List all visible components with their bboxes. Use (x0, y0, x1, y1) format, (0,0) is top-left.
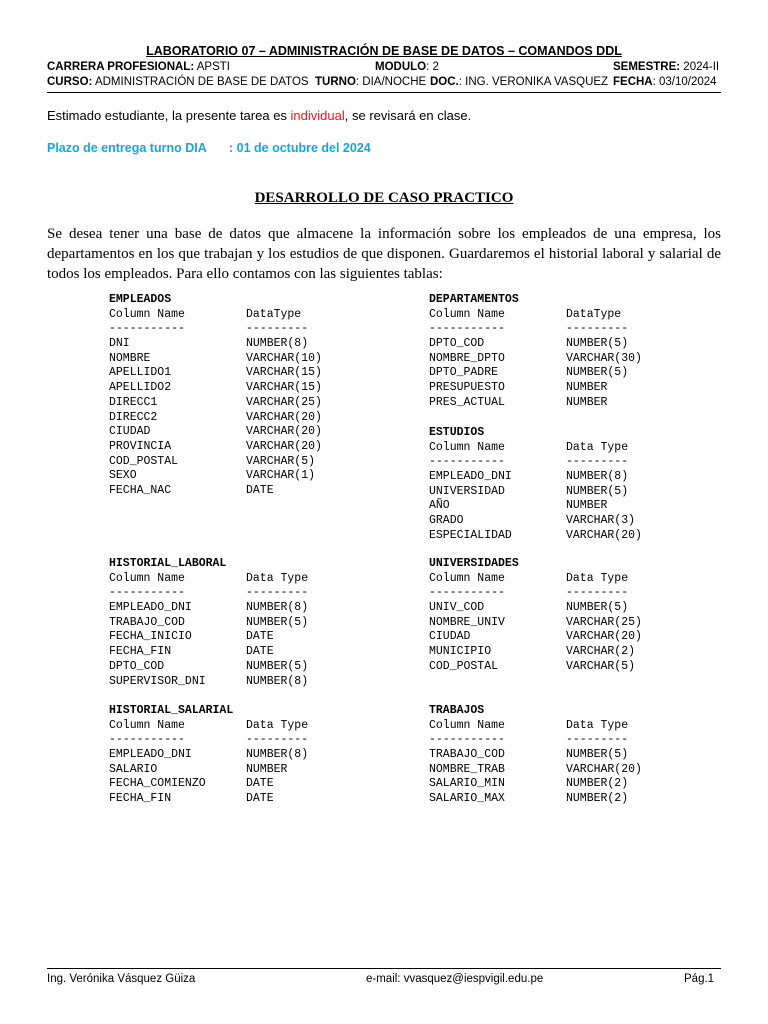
table-universidades (429, 557, 642, 675)
table-name: UNIVERSIDADES (429, 557, 519, 570)
table-row (429, 762, 642, 778)
table-row (109, 351, 322, 367)
doc-field (430, 76, 608, 88)
column-name-cell: GRADO (429, 514, 464, 528)
column-name-cell: DIRECC2 (109, 410, 158, 424)
curso-value: ADMINISTRACIÓN DE BASE DE DATOS (94, 76, 309, 88)
deadline-value: : 01 de octubre del 2024 (229, 141, 371, 155)
data-type-cell: NUMBER(8) (246, 674, 309, 688)
curso-label: CURSO: (47, 76, 93, 88)
table-row (109, 762, 288, 778)
table-row (429, 659, 636, 675)
column-name-cell: UNIVERSIDAD (429, 484, 505, 498)
intro-before: Estimado estudiante, la presente tarea es (47, 108, 291, 123)
deadline-label: Plazo de entrega turno DIA (47, 141, 207, 155)
data-type-cell: VARCHAR(5) (566, 659, 636, 673)
intro-text (47, 108, 471, 123)
data-type-header: Data Type (566, 440, 629, 454)
type-separator: --------- (246, 733, 309, 747)
table-separator-row (429, 322, 629, 337)
column-name-cell: SALARIO_MAX (429, 792, 505, 806)
column-name-cell: UNIV_COD (429, 601, 485, 615)
table-row (429, 528, 642, 544)
fecha-label: FECHA (613, 76, 653, 88)
column-name-cell: MUNICIPIO (429, 645, 492, 659)
table-row (429, 366, 629, 381)
data-type-cell: VARCHAR(20) (566, 528, 642, 542)
data-type-cell: NUMBER(5) (246, 615, 309, 629)
data-type-cell: DATE (246, 483, 274, 497)
data-type-cell: NUMBER(8) (246, 337, 309, 351)
fecha-field (613, 76, 717, 88)
data-type-cell: VARCHAR(20) (246, 439, 322, 453)
column-separator: ----------- (109, 733, 185, 747)
table-row (109, 483, 274, 499)
data-type-cell: NUMBER(2) (566, 792, 629, 806)
column-name-cell: DPTO_PADRE (429, 366, 499, 380)
table-row (109, 425, 322, 440)
column-name-cell: FECHA_INICIO (109, 630, 192, 644)
table-header-row (429, 718, 629, 734)
turno-field (315, 76, 426, 88)
modulo-field (375, 61, 439, 73)
column-name-cell: CIUDAD (109, 425, 151, 439)
table-header-row (429, 571, 629, 587)
table-row (109, 792, 274, 807)
table-separator-row (109, 586, 309, 601)
table-row (109, 748, 309, 763)
data-type-cell: VARCHAR(25) (566, 615, 642, 629)
column-name-cell: SEXO (109, 469, 137, 483)
table-row (429, 630, 642, 645)
column-name-cell: COD_POSTAL (429, 659, 499, 673)
table-departamentos (429, 293, 642, 411)
table-name: HISTORIAL_SALARIAL (109, 704, 234, 717)
table-header-row (109, 571, 309, 587)
data-type-header: Data Type (246, 718, 309, 732)
modulo-value: : 2 (426, 61, 439, 73)
column-name-cell: FECHA_FIN (109, 792, 172, 806)
deadline (47, 141, 371, 155)
table-estudios (429, 426, 642, 544)
table-row (429, 748, 629, 763)
type-separator: --------- (566, 733, 629, 747)
table-row (429, 514, 636, 529)
data-type-cell: VARCHAR(25) (246, 395, 322, 409)
column-name-cell: NOMBRE_UNIV (429, 615, 505, 629)
column-name-header: Column Name (109, 718, 185, 732)
data-type-cell: NUMBER (566, 499, 608, 513)
type-separator: --------- (246, 322, 309, 336)
data-type-cell: NUMBER(5) (246, 659, 309, 673)
table-name: TRABAJOS (429, 704, 485, 717)
column-name-cell: DPTO_COD (109, 659, 165, 673)
table-separator-row (109, 322, 309, 337)
footer-author: Ing. Verónika Vásquez Güiza (47, 973, 196, 985)
data-type-header: Data Type (566, 718, 629, 732)
table-row (429, 792, 629, 807)
type-separator: --------- (566, 586, 629, 600)
data-type-cell: DATE (246, 645, 274, 659)
curso-field (47, 76, 309, 88)
data-type-cell: VARCHAR(5) (246, 454, 316, 468)
table-row (429, 337, 629, 352)
column-name-cell: DNI (109, 337, 130, 351)
data-type-cell: VARCHAR(10) (246, 351, 322, 365)
header-rule (47, 92, 721, 93)
table-row (429, 499, 608, 514)
table-row (429, 484, 629, 500)
data-type-cell: NUMBER(8) (246, 748, 309, 762)
column-name-cell: PROVINCIA (109, 439, 172, 453)
table-row (109, 337, 309, 352)
column-name-cell: FECHA_NAC (109, 483, 172, 497)
column-name-cell: EMPLEADO_DNI (109, 601, 192, 615)
column-name-cell: TRABAJO_COD (109, 615, 185, 629)
intro-highlight: individual (290, 108, 345, 123)
data-type-cell: NUMBER (566, 395, 608, 409)
data-type-cell: VARCHAR(20) (246, 425, 322, 439)
doc-value: : ING. VERONIKA VASQUEZ (458, 76, 609, 88)
section-title: DESARROLLO DE CASO PRACTICO (254, 190, 514, 206)
semestre-field (613, 61, 719, 73)
data-type-cell: NUMBER(5) (566, 337, 629, 351)
data-type-cell: VARCHAR(15) (246, 381, 322, 395)
case-paragraph: Se desea tener una base de datos que almacene la información sobre los empleados de una empresa, los departamentos en los que trabajan y los estudios de que disponen. Guardaremos el historial laboral y salarial de todos los empleados. Para ello contamos con las siguientes tablas: (47, 226, 721, 282)
table-separator-row (429, 455, 629, 470)
table-separator-row (429, 733, 629, 748)
column-name-header: Column Name (429, 571, 505, 585)
column-name-cell: NOMBRE (109, 351, 151, 365)
column-name-cell: CIUDAD (429, 630, 471, 644)
fecha-value: : 03/10/2024 (652, 76, 717, 88)
table-row (109, 469, 316, 484)
table-row (109, 674, 309, 690)
data-type-cell: VARCHAR(2) (566, 645, 636, 659)
semestre-value: 2024-II (683, 61, 720, 73)
column-name-cell: EMPLEADO_DNI (109, 748, 192, 762)
table-historial-salarial (109, 704, 309, 807)
type-separator: --------- (246, 586, 309, 600)
data-type-cell: NUMBER(5) (566, 366, 629, 380)
table-empleados (109, 293, 322, 499)
column-separator: ----------- (429, 733, 505, 747)
footer-email: e-mail: vvasquez@iespvigil.edu.pe (366, 973, 544, 985)
data-type-cell: DATE (246, 792, 274, 806)
column-separator: ----------- (429, 322, 505, 336)
table-row (429, 395, 608, 411)
column-name-cell: COD_POSTAL (109, 454, 179, 468)
table-name: ESTUDIOS (429, 426, 485, 439)
column-name-header: Column Name (109, 571, 185, 585)
intro-after: , se revisará en clase. (344, 108, 472, 123)
column-name-cell: NOMBRE_TRAB (429, 762, 505, 776)
footer-rule (47, 968, 721, 969)
table-header-row (429, 307, 622, 323)
data-type-header: Data Type (566, 571, 629, 585)
table-row (109, 439, 322, 455)
data-type-cell: NUMBER(8) (566, 470, 629, 484)
type-separator: --------- (566, 322, 629, 336)
column-name-cell: NOMBRE_DPTO (429, 351, 505, 365)
data-type-header: DataType (566, 307, 622, 321)
column-name-header: Column Name (429, 440, 505, 454)
column-name-header: Column Name (429, 718, 505, 732)
table-row (429, 351, 642, 367)
column-name-cell: PRESUPUESTO (429, 381, 505, 395)
carrera-value: APSTI (196, 61, 230, 73)
turno-label: TURNO (315, 76, 356, 88)
data-type-cell: VARCHAR(1) (246, 469, 316, 483)
data-type-cell: NUMBER(5) (566, 484, 629, 498)
type-separator: --------- (566, 455, 629, 469)
data-type-cell: VARCHAR(20) (246, 410, 322, 424)
carrera-field (47, 61, 230, 73)
table-historial-laboral (109, 557, 309, 689)
table-name: EMPLEADOS (109, 293, 172, 306)
column-name-cell: PRES_ACTUAL (429, 395, 505, 409)
table-row (109, 659, 309, 675)
data-type-cell: NUMBER(5) (566, 748, 629, 762)
data-type-cell: DATE (246, 777, 274, 791)
table-row (109, 615, 309, 631)
column-name-cell: APELLIDO1 (109, 366, 172, 380)
column-name-cell: AÑO (429, 499, 450, 513)
column-name-cell: SALARIO (109, 762, 158, 776)
data-type-cell: NUMBER (566, 381, 608, 395)
table-row (429, 777, 629, 792)
table-row (429, 601, 629, 616)
data-type-cell: NUMBER(8) (246, 601, 309, 615)
semestre-label: SEMESTRE: (613, 61, 681, 73)
column-name-cell: FECHA_COMIENZO (109, 777, 206, 791)
table-row (429, 381, 608, 396)
table-name: DEPARTAMENTOS (429, 293, 519, 306)
doc-label: DOC. (430, 76, 459, 88)
data-type-cell: VARCHAR(20) (566, 762, 642, 776)
column-separator: ----------- (429, 586, 505, 600)
data-type-cell: DATE (246, 630, 274, 644)
data-type-cell: NUMBER (246, 762, 288, 776)
column-name-header: Column Name (109, 307, 185, 321)
table-header-row (429, 440, 629, 456)
footer-page-number: Pág.1 (684, 973, 715, 985)
table-row (109, 454, 316, 470)
data-type-cell: VARCHAR(15) (246, 366, 322, 380)
data-type-cell: VARCHAR(3) (566, 514, 636, 528)
table-name: HISTORIAL_LABORAL (109, 557, 227, 570)
table-separator-row (429, 586, 629, 601)
table-row (109, 381, 322, 396)
table-row (429, 470, 629, 485)
column-name-cell: ESPECIALIDAD (429, 528, 512, 542)
data-type-header: Data Type (246, 571, 309, 585)
table-trabajos (429, 704, 642, 807)
table-row (109, 645, 274, 660)
table-row (429, 645, 636, 660)
turno-value: : DIA/NOCHE (355, 76, 427, 88)
table-row (429, 615, 642, 631)
table-row (109, 630, 274, 645)
data-type-header: DataType (246, 307, 302, 321)
modulo-label: MODULO (375, 61, 427, 73)
table-separator-row (109, 733, 309, 748)
column-name-cell: APELLIDO2 (109, 381, 172, 395)
column-name-cell: DPTO_COD (429, 337, 485, 351)
carrera-label: CARRERA PROFESIONAL: (47, 61, 195, 73)
table-row (109, 366, 322, 381)
data-type-cell: NUMBER(5) (566, 601, 629, 615)
column-name-cell: TRABAJO_COD (429, 748, 505, 762)
table-header-row (109, 307, 302, 323)
table-row (109, 777, 274, 792)
table-row (109, 410, 322, 426)
column-name-cell: SALARIO_MIN (429, 777, 505, 791)
table-header-row (109, 718, 309, 734)
column-name-header: Column Name (429, 307, 505, 321)
data-type-cell: VARCHAR(30) (566, 351, 642, 365)
table-row (109, 601, 309, 616)
lab-title: LABORATORIO 07 – ADMINISTRACIÓN DE BASE DE DATOS – COMANDOS DDL (146, 44, 622, 58)
column-name-cell: SUPERVISOR_DNI (109, 674, 206, 688)
data-type-cell: NUMBER(2) (566, 777, 629, 791)
column-name-cell: DIRECC1 (109, 395, 158, 409)
column-separator: ----------- (109, 322, 185, 336)
data-type-cell: VARCHAR(20) (566, 630, 642, 644)
table-row (109, 395, 322, 411)
column-name-cell: EMPLEADO_DNI (429, 470, 512, 484)
column-name-cell: FECHA_FIN (109, 645, 172, 659)
column-separator: ----------- (429, 455, 505, 469)
column-separator: ----------- (109, 586, 185, 600)
